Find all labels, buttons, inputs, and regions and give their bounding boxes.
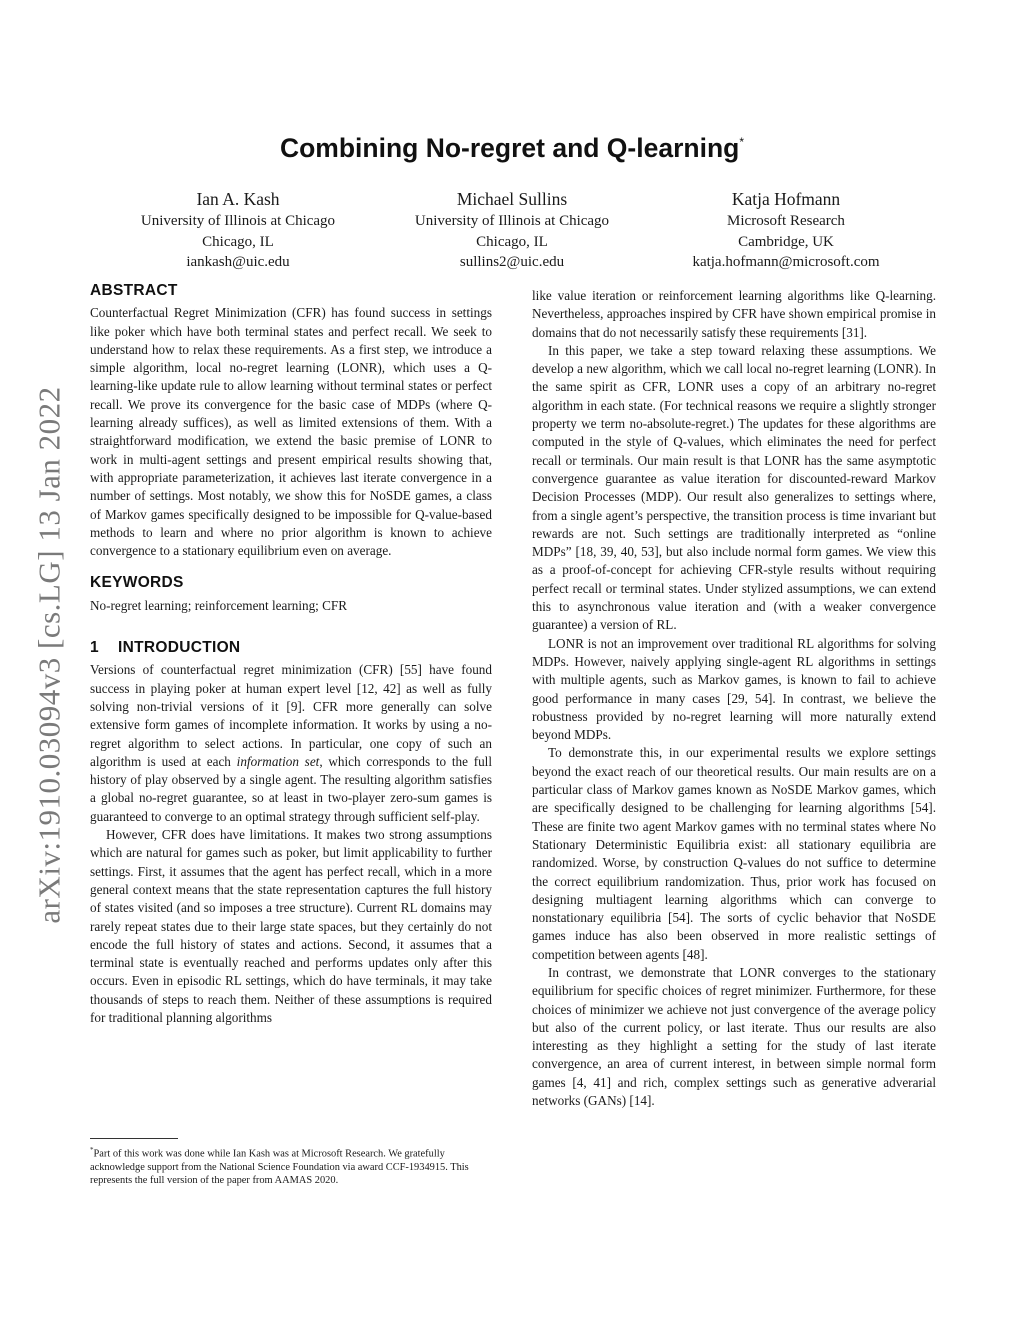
author-name: Katja Hofmann <box>731 189 841 209</box>
abstract-heading: ABSTRACT <box>90 282 178 299</box>
paper-title <box>0 133 1024 164</box>
intro-paragraph-1 <box>90 661 492 826</box>
author-email: sullins2@uic.edu <box>459 254 565 270</box>
right-paragraph-1: like value iteration or reinforcement learning algorithms like Q-learning. Nevertheless, approaches inspired by CFR have shown empirical promise in domains that do not necessarily satisfy these requirements [31]. <box>532 288 936 340</box>
author-email: katja.hofmann@microsoft.com <box>692 254 880 270</box>
author-block-1 <box>88 187 388 273</box>
section-title: INTRODUCTION <box>118 639 241 657</box>
author-name: Michael Sullins <box>456 189 568 209</box>
author-affiliation: University of Illinois at Chicago <box>414 213 610 229</box>
right-paragraph-3: LONR is not an improvement over traditional RL algorithms for solving MDPs. However, naively applying single-agent RL algorithms in settings with multiple agents, such as Markov games, is known to fail to achieve good performance in many cases [29, 54]. In contrast, we believe the robustness provided by no-regret learning will more naturally extend beyond MDPs. <box>532 635 936 743</box>
right-paragraph-4: To demonstrate this, in our experimental results we explore settings beyond the exact reach of our theoretical results. Our main results are on a particular class of Markov games known as NoSDE Markov games, which are specifically designed to be challenging for learning algorithms [54]. These are finite two agent Markov games with no terminal states where No Stationary Deterministic Equilibria exist: all stationary equilibria are randomized. Worse, by construction Q-values do not suffice to determine the correct equilibrium randomization. Thus, prior work has focused on designing multiagent learning algorithms which can converge to nonstationary equilibria [54]. The sorts of cyclic behavior that NoSDE games induce has also been observed in more realistic settings of competition between agents [48]. <box>532 745 936 962</box>
keywords-text: No-regret learning; reinforcement learning; CFR <box>90 597 348 613</box>
arxiv-sidebar-stamp <box>22 360 77 950</box>
intro-paragraph-1-text: Versions of counterfactual regret minimization (CFR) [55] have found success in playing poker at human expert level [12, 42] as well as fully solving non-trivial versions of it [9]. CFR more generally can solve extensive form games of incomplete information. It works by using a no-regret algorithm to select actions. In particular, one copy of such an algorithm is used at each <box>90 662 492 769</box>
section-number: 1 <box>90 639 99 657</box>
right-paragraph-5: In contrast, we demonstrate that LONR converges to the stationary equilibrium for specific choices of regret minimizer. Furthermore, for these choices of minimizer we achieve not just convergence of the average policy but also of the current policy, or last iterate. Thus our results are also interesting as they highlight a setting for the study of last iterate convergence, an area of current interest, in between simple normal form games [4, 41] and rich, complex settings such as generative adverarial networks (GANs) [14]. <box>532 964 936 1109</box>
title-footnote-mark: * <box>739 135 744 149</box>
keywords-heading: KEYWORDS <box>90 574 184 592</box>
author-location: Chicago, IL <box>202 233 274 250</box>
right-paragraph-2: In this paper, we take a step toward relaxing these assumptions. We develop a new algorithm, which we call local no-regret learning (LONR). In the same spirit as CFR, LONR uses a copy of an arbitrary no-regret algorithm in each state. (For technical reasons we require a slightly stronger property we term no-absolute-regret.) The updates for these algorithms are computed in the style of Q-values, which eliminates the need for perfect recall or terminals. Our main result is that LONR has the same asymptotic convergence guarantee as value iteration for discounted-reward Markov Decision Processes (MDP). Our result also generalizes to settings where, from a single agent’s perspective, the transition process is time invariant but rewards are not. Such settings are traditionally interpreted as “online MDPs” [18, 39, 40, 53], but also include normal form games. We view this as a proof-of-concept for achieving CFR-style results without requiring perfect recall or terminal states. Under stylized assumptions, we can extend this to asynchronous value iteration and (with a weaker convergence guarantee) a version of RL. <box>532 342 936 633</box>
footnote <box>90 1138 498 1187</box>
author-location: Chicago, IL <box>476 233 548 250</box>
introduction-heading <box>90 639 492 657</box>
footnote-rule <box>90 1138 178 1139</box>
author-affiliation: University of Illinois at Chicago <box>140 213 336 229</box>
abstract-text: Counterfactual Regret Minimization (CFR) has found success in settings like poker which have both terminal states and perfect recall. We seek to understand how to relax these requirements. As a first step, we introduce a simple algorithm, local no-regret learning (LONR), which uses a Q-learning-like update rule to allow learning without terminal states or perfect recall. We prove its convergence for the basic case of MDPs (where Q-learning already suffices), as well as limited extensions of them. With a straightforward modification, we extend the basic premise of LONR to work in multi-agent settings and present empirical results showing that, with appropriate parameterization, it achieves last iterate convergence in a number of settings. Most notably, we show this for NoSDE games, a class of Markov games specifically designed to be impossible for Q-value-based methods to learn and where no prior algorithm is known to achieve convergence to a stationary equilibrium even on average. <box>90 305 492 559</box>
author-name: Ian A. Kash <box>196 189 280 209</box>
author-email: iankash@uic.edu <box>186 254 290 270</box>
emphasis-information-set: information set <box>236 753 320 769</box>
footnote-mark: * <box>90 1146 94 1154</box>
author-affiliation: Microsoft Research <box>727 213 845 229</box>
intro-paragraph-1-text-cont: , which corresponds to the full history of play observed by a single agent. The resulting algorithm satisfies a global no-regret guarantee, so at least in two-player zero-sum games is guaranteed to converge to an optimal strategy through sufficient self-play. <box>90 753 493 824</box>
author-block-3 <box>636 187 936 273</box>
author-location: Cambridge, UK <box>738 233 834 250</box>
author-block-2 <box>362 187 662 273</box>
paper-title-text: Combining No-regret and Q-learning <box>279 133 740 163</box>
left-column <box>90 282 492 1027</box>
intro-paragraph-2: However, CFR does have limitations. It makes two strong assumptions which are natural for games such as poker, but limit applicability to further settings. First, it assumes that the agent has perfect recall, which in a more general context means that the state representation captures the full history of states visited (and so imposes a tree structure). Current RL domains may rarely repeat states due to their large state spaces, but they certainly do not encode the full history of states and actions. Second, it assumes that a terminal state is eventually reached and performs updates only after this occurs. Even in episodic RL settings, which do have terminals, it may take thousands of steps to reach them. Neither of these assumptions is required for traditional planning algorithms <box>90 827 492 1025</box>
footnote-text: Part of this work was done while Ian Kash was at Microsoft Research. We gratefully acknowledge support from the National Science Foundation via award CCF-1934915. This represents the full version of the paper from AAMAS 2020. <box>90 1148 469 1186</box>
arxiv-identifier: arXiv:1910.03094v3 [cs.LG] 13 Jan 2022 <box>31 386 67 924</box>
right-column <box>532 287 936 1110</box>
